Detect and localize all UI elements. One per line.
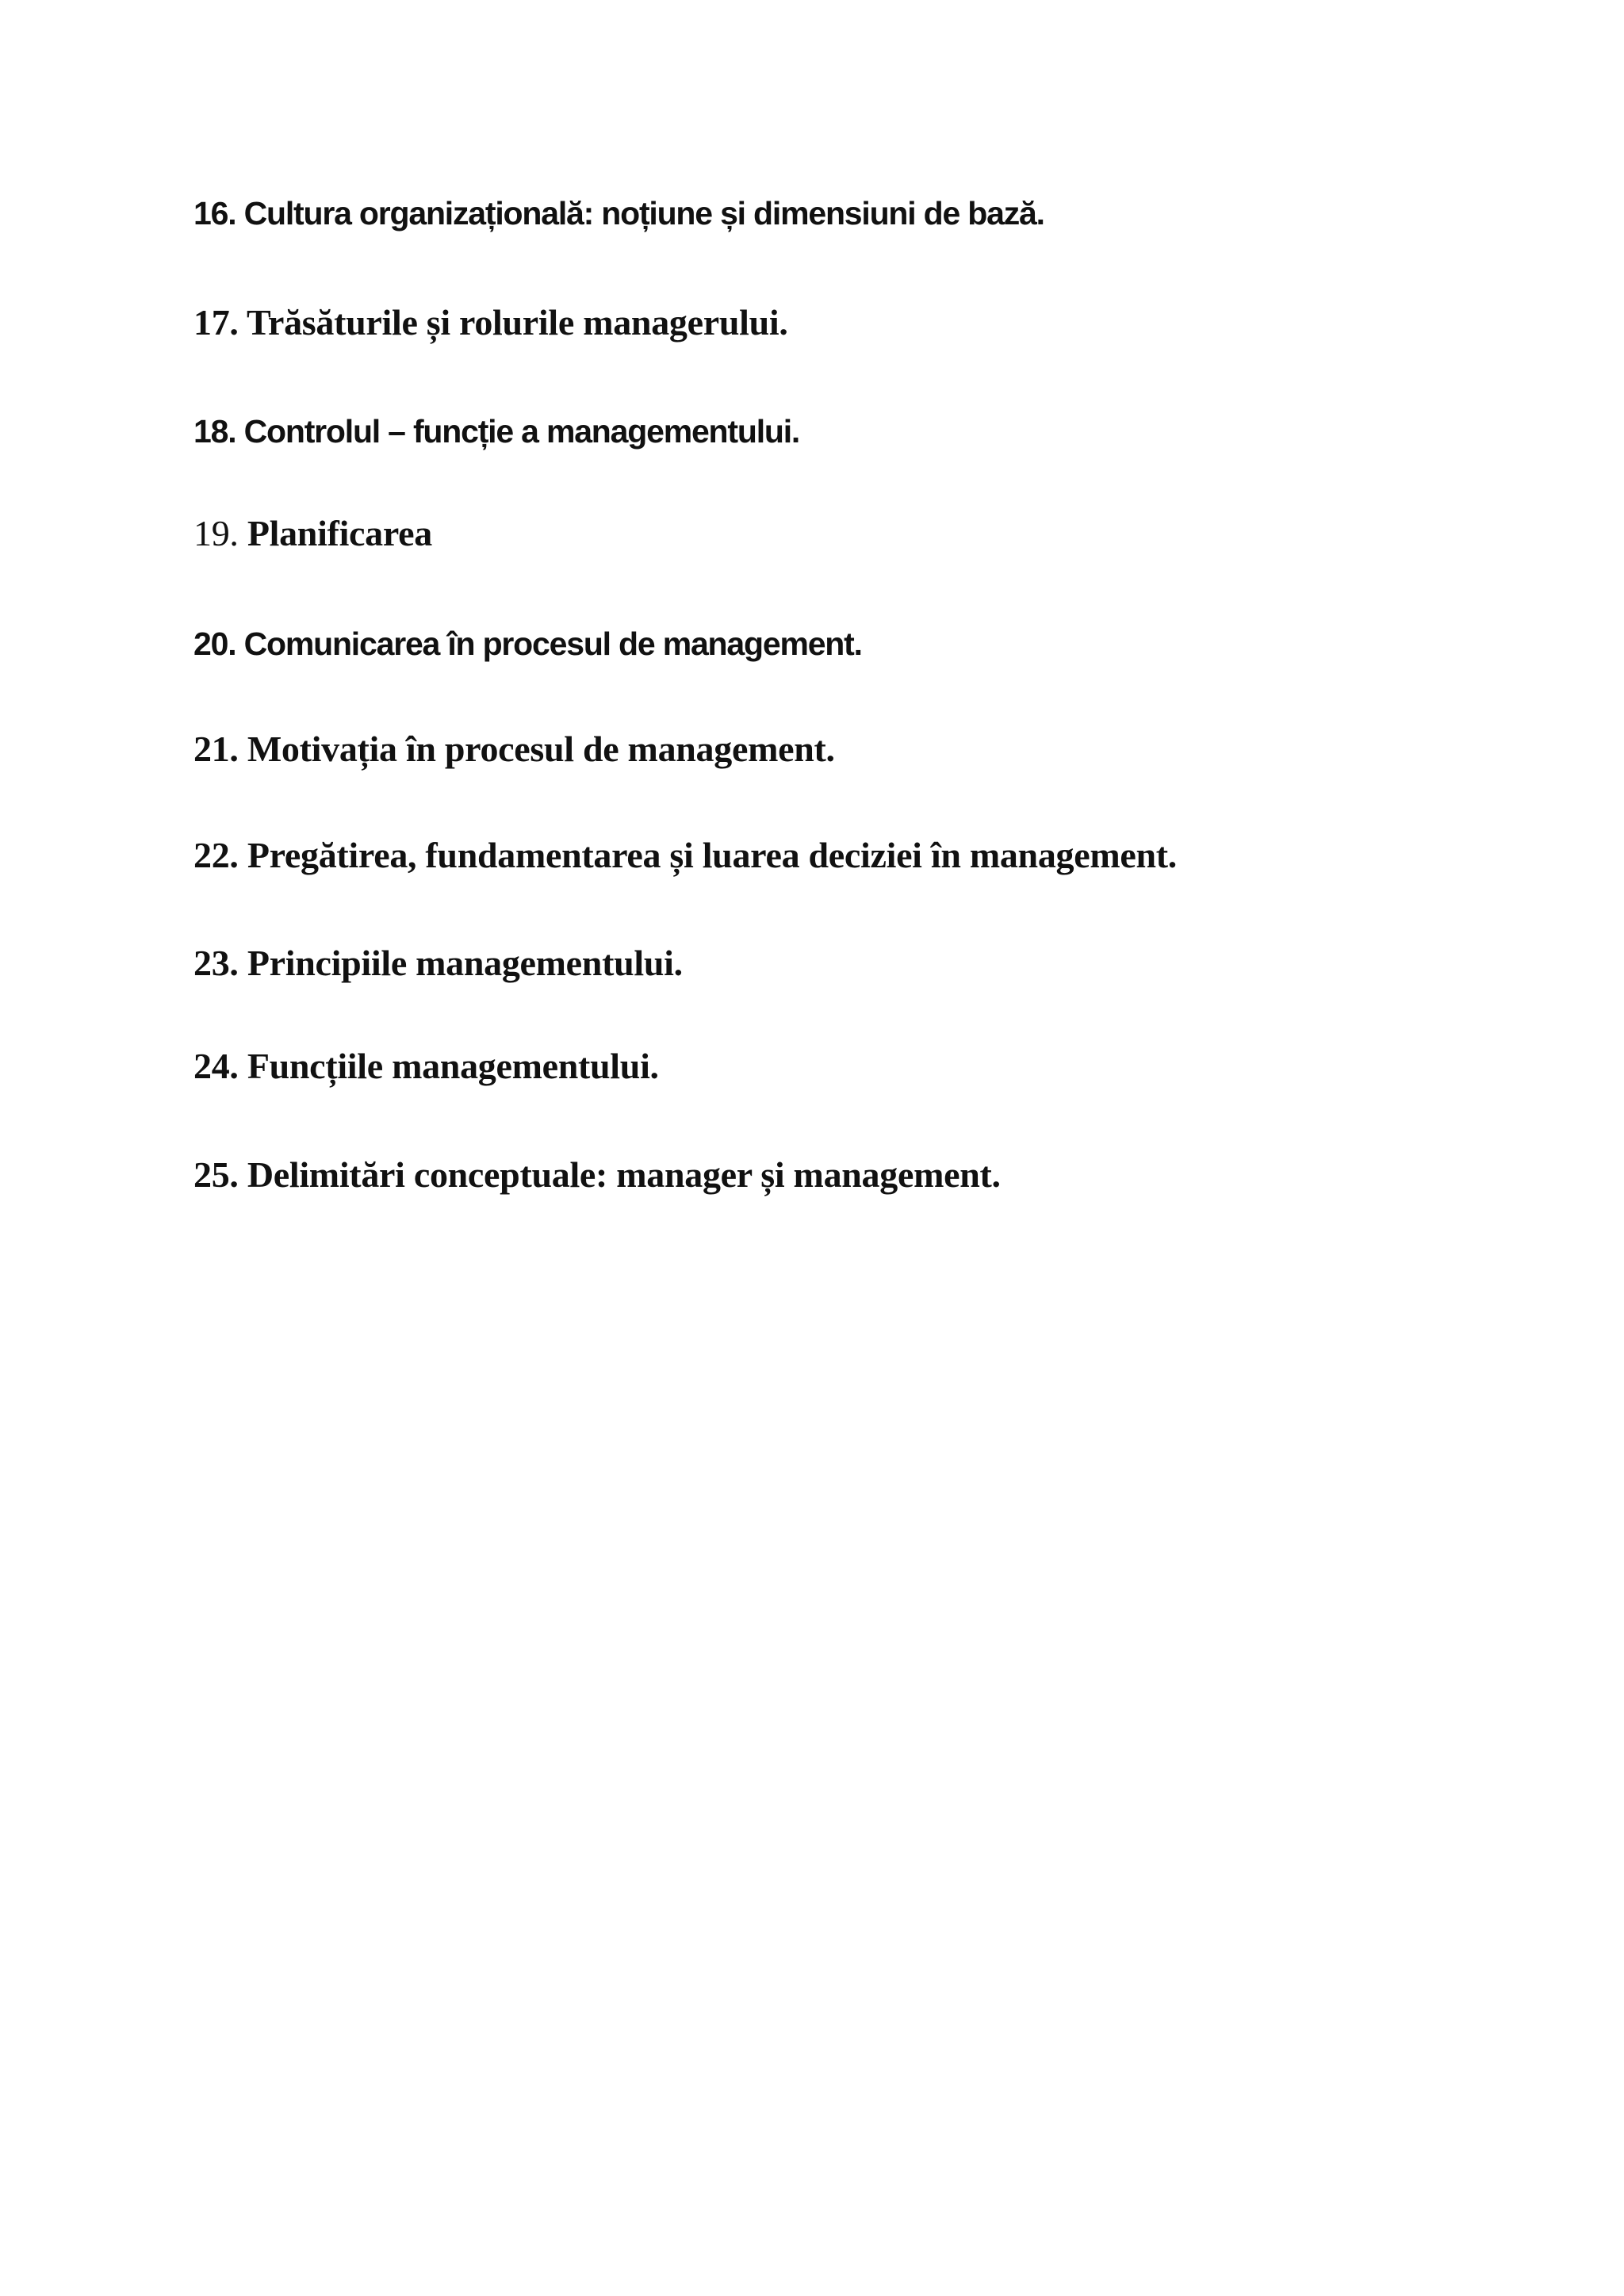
item-number: 16. — [193, 195, 236, 232]
item-number: 24. — [193, 1046, 239, 1086]
item-number: 22. — [193, 835, 239, 875]
item-text: Cultura organizațională: noțiune și dimensiuni de bază. — [243, 195, 1044, 232]
item-text: Funcțiile managementului. — [247, 1046, 659, 1086]
item-number: 25. — [193, 1154, 239, 1195]
item-text: Principiile managementului. — [247, 943, 683, 983]
item-text: Comunicarea în procesul de management. — [243, 626, 862, 662]
list-item-24 — [193, 1048, 659, 1085]
item-number: 20. — [193, 626, 236, 662]
item-text: Controlul – funcție a managementului. — [243, 413, 800, 450]
list-item-18 — [193, 415, 799, 448]
item-number: 17. — [193, 302, 239, 342]
item-number: 19 — [193, 513, 230, 553]
list-item-19 — [193, 515, 432, 552]
item-separator: . — [229, 513, 239, 553]
list-item-23 — [193, 945, 683, 982]
item-number: 18. — [193, 413, 236, 450]
item-text: Motivația în procesul de management. — [247, 729, 835, 769]
list-item-21 — [193, 731, 835, 767]
item-number: 21. — [193, 729, 239, 769]
item-text: Planificarea — [247, 513, 432, 553]
list-item-16 — [193, 197, 1044, 230]
item-text: Pregătirea, fundamentarea și luarea deciziei în management. — [247, 835, 1177, 875]
item-text: Delimitări conceptuale: manager și management. — [247, 1154, 1001, 1195]
list-item-17 — [193, 304, 788, 341]
list-item-22 — [193, 837, 1177, 874]
item-text: Trăsăturile și rolurile managerului. — [246, 302, 788, 342]
item-number: 23. — [193, 943, 239, 983]
list-item-20 — [193, 628, 862, 660]
list-item-25 — [193, 1154, 1001, 1195]
